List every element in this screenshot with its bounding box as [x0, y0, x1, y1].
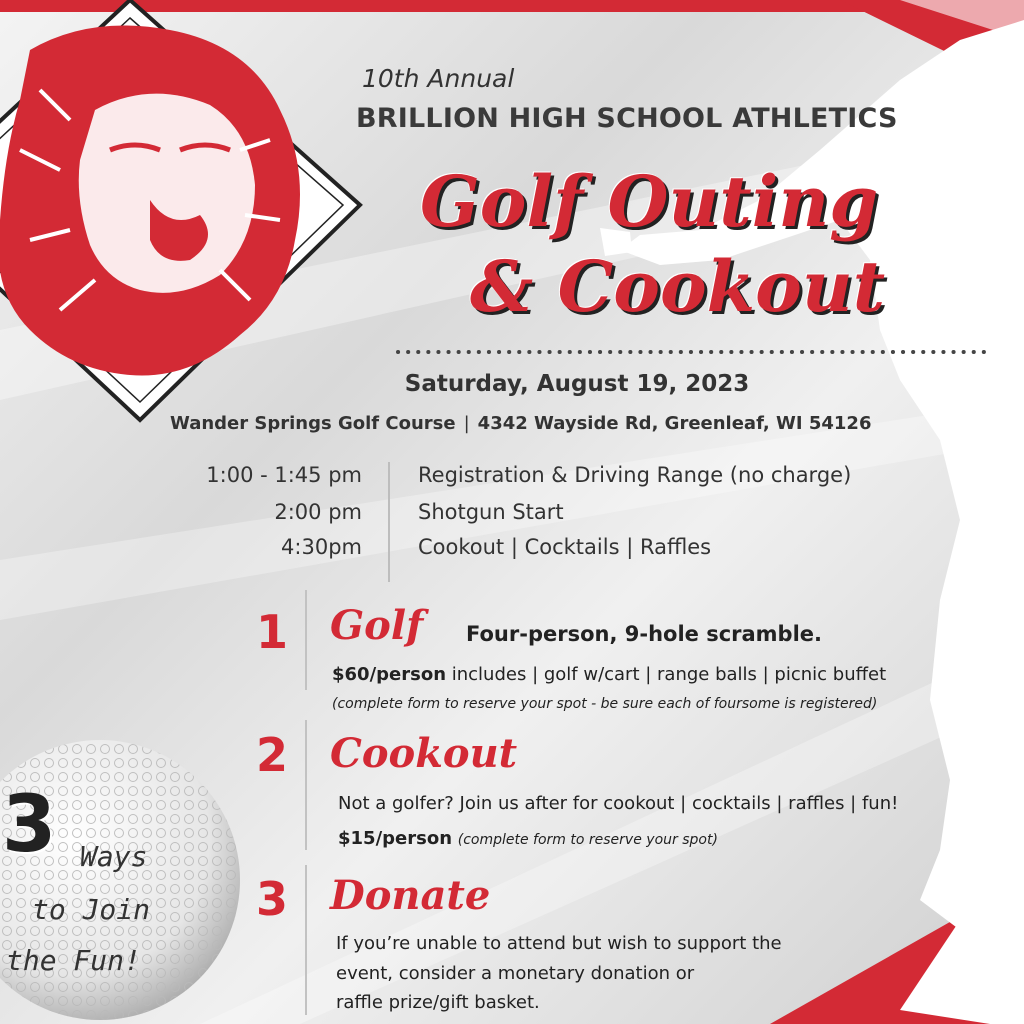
option-number-golf: 1 — [255, 605, 288, 659]
schedule-time: 4:30pm — [281, 535, 362, 559]
option-divider — [305, 865, 307, 1015]
golf-subtitle: Four-person, 9-hole scramble. — [466, 622, 823, 646]
cookout-pricing — [338, 828, 718, 849]
cookout-price: $15/person — [338, 828, 453, 849]
event-title-line2: & Cookout — [470, 245, 886, 328]
option-title-donate: Donate — [330, 872, 491, 919]
golf-includes: includes | golf w/cart | range balls | picnic buffet — [451, 664, 887, 685]
schedule-desc: Registration & Driving Range (no charge) — [418, 463, 852, 487]
option-number-cookout: 2 — [255, 728, 288, 782]
donate-line: event, consider a monetary donation or — [336, 963, 695, 984]
ways-line: the Fun! — [6, 944, 141, 977]
option-title-golf: Golf — [330, 602, 424, 649]
event-title-line1: Golf Outing — [420, 160, 879, 243]
cookout-note: (complete form to reserve your spot) — [457, 832, 718, 848]
ways-number: 3 — [2, 780, 57, 870]
dotted-divider — [396, 343, 994, 361]
schedule-time: 1:00 - 1:45 pm — [206, 463, 362, 487]
golf-note: (complete form to reserve your spot - be sure each of foursome is registered) — [332, 696, 878, 712]
ways-line: Ways — [80, 840, 148, 873]
event-location — [170, 413, 871, 434]
donate-line: raffle prize/gift basket. — [336, 992, 540, 1013]
school-name: BRILLION HIGH SCHOOL ATHLETICS — [356, 103, 898, 134]
schedule-time: 2:00 pm — [274, 500, 362, 524]
schedule-desc: Cookout | Cocktails | Raffles — [418, 535, 712, 559]
venue-name: Wander Springs Golf Course — [170, 413, 456, 434]
event-date: Saturday, August 19, 2023 — [404, 371, 750, 397]
option-title-cookout: Cookout — [330, 730, 518, 777]
annual-label: 10th Annual — [362, 64, 515, 93]
option-divider — [305, 590, 307, 690]
schedule-desc: Shotgun Start — [418, 500, 564, 524]
donate-line: If you’re unable to attend but wish to support the — [336, 933, 782, 954]
venue-address: 4342 Wayside Rd, Greenleaf, WI 54126 — [477, 413, 872, 434]
ways-line: to Join — [32, 893, 151, 926]
schedule-divider — [388, 462, 390, 582]
option-number-donate: 3 — [255, 872, 288, 926]
option-divider — [305, 720, 307, 850]
cookout-description: Not a golfer? Join us after for cookout | cocktails | raffles | fun! — [338, 793, 899, 814]
location-separator: | — [463, 413, 470, 434]
golf-pricing — [332, 664, 886, 685]
golf-price: $60/person — [332, 664, 447, 685]
